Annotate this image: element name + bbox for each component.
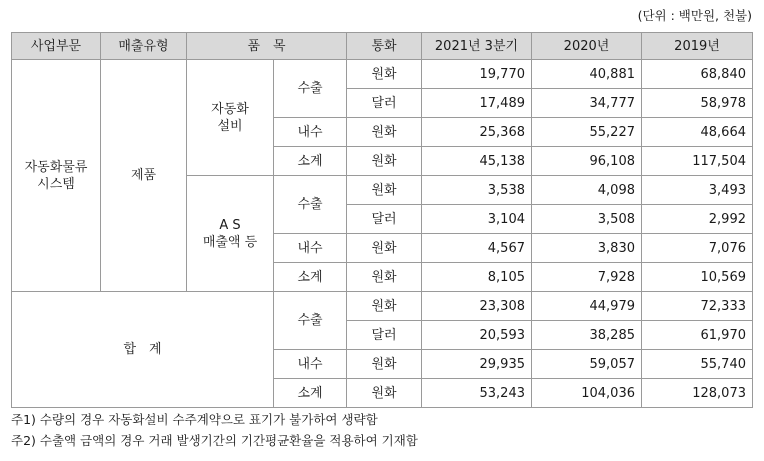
header-2020: 2020년 [532, 33, 642, 60]
currency-cell: 원화 [347, 234, 422, 263]
sub-label: 수출 [274, 176, 347, 234]
sub-label: 수출 [274, 292, 347, 350]
sales-table [11, 32, 753, 408]
value-2019: 7,076 [642, 234, 753, 263]
value-2021q3: 29,935 [422, 350, 532, 379]
currency-cell: 원화 [347, 292, 422, 321]
value-2021q3: 4,567 [422, 234, 532, 263]
header-sales-type: 매출유형 [101, 33, 187, 60]
footnote-2: 주2) 수출액 금액의 경우 거래 발생기간의 기간평균환율을 적용하여 기재함 [11, 433, 418, 448]
value-2019: 55,740 [642, 350, 753, 379]
value-2019: 10,569 [642, 263, 753, 292]
header-currency: 통화 [347, 33, 422, 60]
value-2020: 59,057 [532, 350, 642, 379]
sub-label: 내수 [274, 350, 347, 379]
currency-cell: 원화 [347, 118, 422, 147]
table-row [12, 292, 753, 321]
value-2021q3: 17,489 [422, 89, 532, 118]
header-row [12, 33, 753, 60]
value-2020: 3,508 [532, 205, 642, 234]
header-2021q3: 2021년 3분기 [422, 33, 532, 60]
value-2020: 3,830 [532, 234, 642, 263]
header-2019: 2019년 [642, 33, 753, 60]
sub-label: 소계 [274, 379, 347, 408]
value-2021q3: 53,243 [422, 379, 532, 408]
sub-label: 소계 [274, 263, 347, 292]
value-2021q3: 3,104 [422, 205, 532, 234]
sales-type-cell: 제품 [101, 60, 187, 292]
value-2021q3: 19,770 [422, 60, 532, 89]
sub-label: 소계 [274, 147, 347, 176]
value-2020: 96,108 [532, 147, 642, 176]
value-2019: 128,073 [642, 379, 753, 408]
value-2021q3: 25,368 [422, 118, 532, 147]
currency-cell: 원화 [347, 147, 422, 176]
currency-cell: 원화 [347, 350, 422, 379]
unit-label: (단위 : 백만원, 천불) [637, 8, 752, 23]
header-item: 품 목 [187, 33, 347, 60]
footnote-1: 주1) 수량의 경우 자동화설비 수주계약으로 표기가 불가하여 생략함 [11, 412, 378, 427]
footnotes [11, 409, 418, 451]
value-2019: 3,493 [642, 176, 753, 205]
value-2021q3: 45,138 [422, 147, 532, 176]
value-2020: 38,285 [532, 321, 642, 350]
value-2021q3: 3,538 [422, 176, 532, 205]
value-2019: 117,504 [642, 147, 753, 176]
currency-cell: 달러 [347, 321, 422, 350]
group-label: A S 매출액 등 [187, 176, 274, 292]
sub-label: 내수 [274, 118, 347, 147]
currency-cell: 원화 [347, 60, 422, 89]
value-2019: 68,840 [642, 60, 753, 89]
value-2019: 48,664 [642, 118, 753, 147]
currency-cell: 원화 [347, 379, 422, 408]
value-2020: 4,098 [532, 176, 642, 205]
value-2019: 61,970 [642, 321, 753, 350]
currency-cell: 원화 [347, 176, 422, 205]
segment-cell: 자동화물류 시스템 [12, 60, 101, 292]
value-2021q3: 20,593 [422, 321, 532, 350]
value-2021q3: 8,105 [422, 263, 532, 292]
header-segment: 사업부문 [12, 33, 101, 60]
value-2020: 7,928 [532, 263, 642, 292]
value-2019: 72,333 [642, 292, 753, 321]
value-2020: 44,979 [532, 292, 642, 321]
value-2020: 55,227 [532, 118, 642, 147]
table-row [12, 60, 753, 89]
value-2020: 104,036 [532, 379, 642, 408]
value-2020: 40,881 [532, 60, 642, 89]
group-label: 자동화 설비 [187, 60, 274, 176]
sub-label: 수출 [274, 60, 347, 118]
currency-cell: 달러 [347, 205, 422, 234]
value-2019: 2,992 [642, 205, 753, 234]
currency-cell: 달러 [347, 89, 422, 118]
value-2019: 58,978 [642, 89, 753, 118]
total-label: 합 계 [12, 292, 274, 408]
sub-label: 내수 [274, 234, 347, 263]
value-2021q3: 23,308 [422, 292, 532, 321]
value-2020: 34,777 [532, 89, 642, 118]
currency-cell: 원화 [347, 263, 422, 292]
